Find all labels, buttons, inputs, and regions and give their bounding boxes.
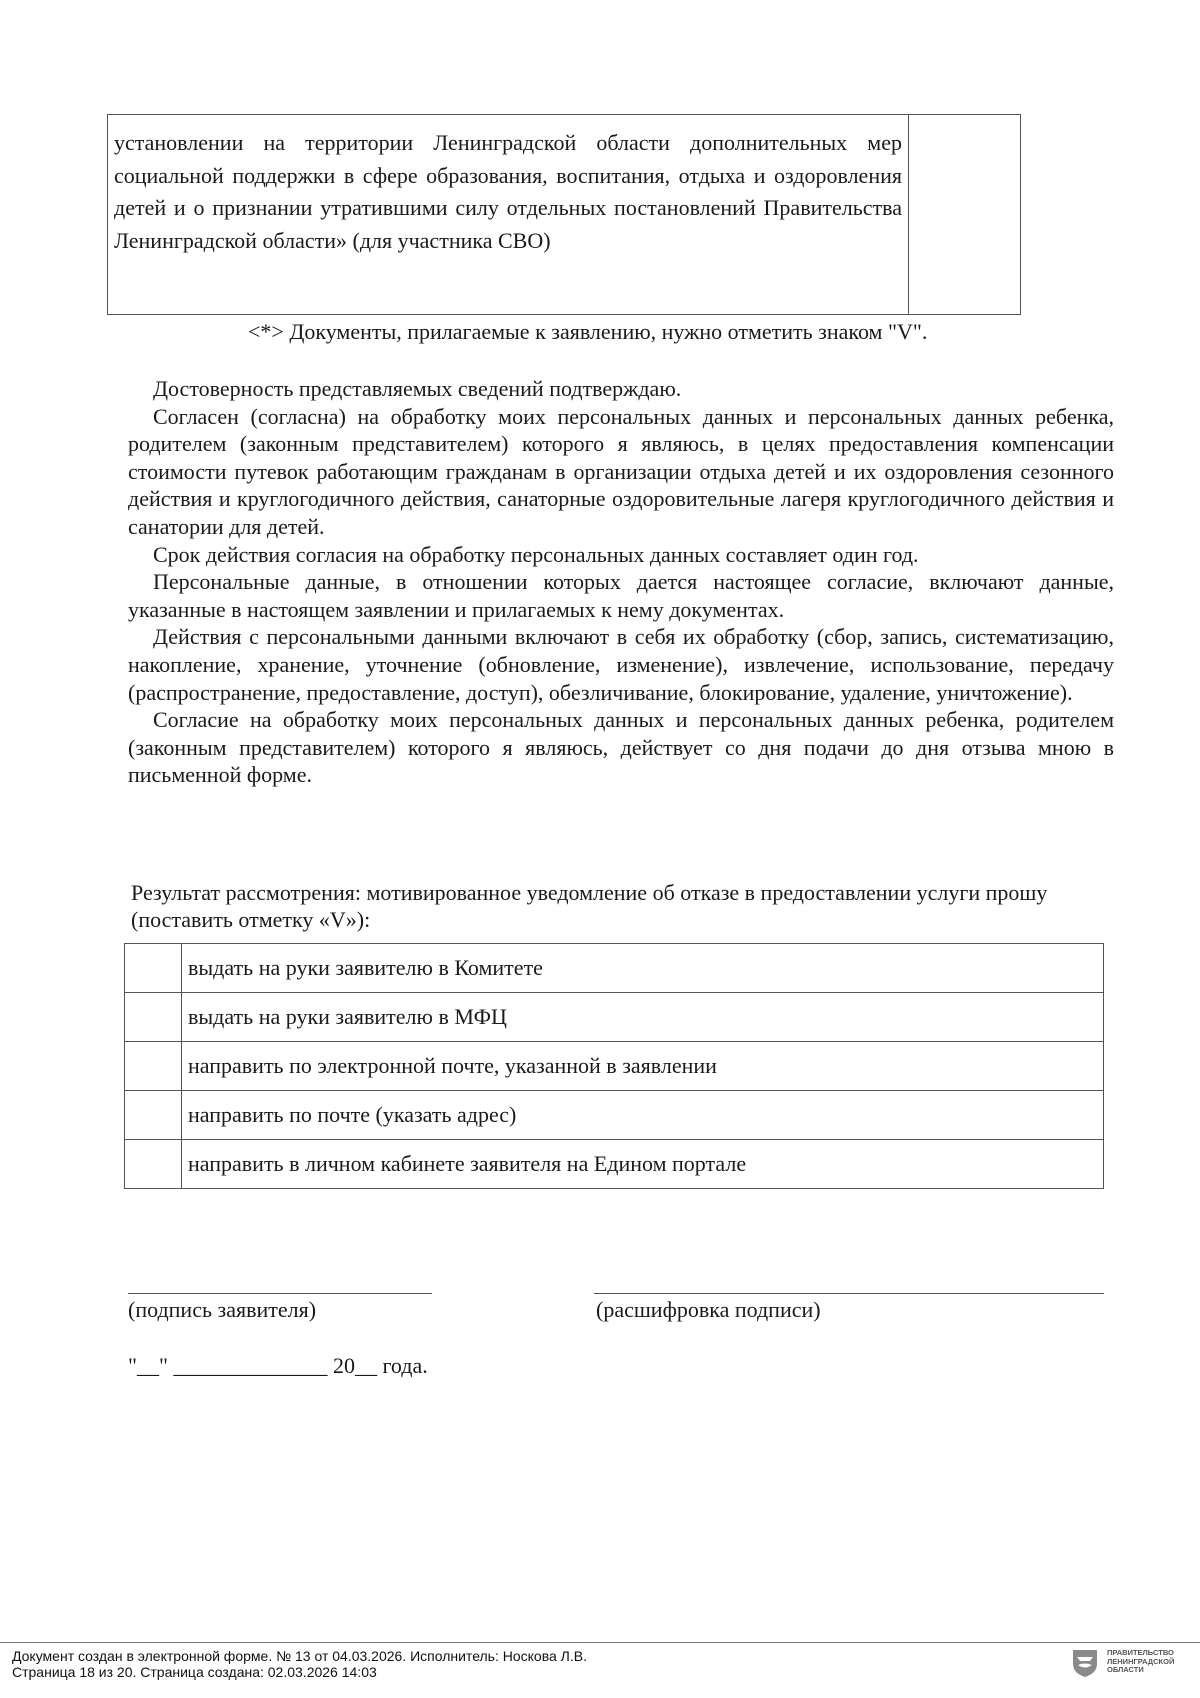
table-column-divider xyxy=(908,115,909,314)
signature-decode-line[interactable] xyxy=(594,1293,1104,1294)
delivery-options-table xyxy=(124,943,1104,1189)
table-row xyxy=(125,944,1104,993)
table-row xyxy=(125,1140,1104,1189)
paragraph: Достоверность представляемых сведений подтверждаю. xyxy=(153,376,682,401)
paragraph: Согласен (согласна) на обработку моих персональных данных и персональных данных ребенка, родителем (законным представителем) которого я являюсь, в целях предоставления компенсации стоимости путевок работающим гражданам в организации отдыха детей и их оздоровления сезонного действия и круглогодичного действия, санаторные оздоровительные лагеря круглогодичного действия и санатории для детей. xyxy=(128,403,1114,539)
option-label: выдать на руки заявителю в МФЦ xyxy=(182,993,1104,1042)
footer-page-info: Страница 18 из 20. Страница создана: 02.03.2026 14:03 xyxy=(12,1664,377,1680)
option-checkbox[interactable] xyxy=(125,1042,182,1091)
option-checkbox[interactable] xyxy=(125,1140,182,1189)
result-heading: Результат рассмотрения: мотивированное уведомление об отказе в предоставлении услуги прошу (поставить отметку «V»): xyxy=(131,880,1048,932)
applicant-signature-label: (подпись заявителя) xyxy=(128,1297,317,1322)
paragraph: Действия с персональными данными включают в себя их обработку (сбор, запись, систематизацию, накопление, хранение, уточнение (обновление, изменение), извлечение, использование, передачу (распространение, предоставление, доступ), обезличивание, блокирование, удаление, уничтожение). xyxy=(128,624,1114,705)
paragraph: Согласие на обработку моих персональных данных и персональных данных ребенка, родителем (законным представителем) которого я являюсь, действует со дня подачи до дня отзыва мною в письменной форме. xyxy=(128,707,1114,788)
date-line: "__" ______________ 20__ года. xyxy=(128,1353,428,1378)
government-emblem-icon xyxy=(1070,1648,1100,1678)
option-label: направить в личном кабинете заявителя на Едином портале xyxy=(182,1140,1104,1189)
documents-table-fragment xyxy=(107,114,1021,315)
option-label: направить по электронной почте, указанной в заявлении xyxy=(182,1042,1104,1091)
paragraph: Персональные данные, в отношении которых дается настоящее согласие, включают данные, указанные в настоящем заявлении и прилагаемых к нему документах. xyxy=(128,569,1114,622)
paragraph: Срок действия согласия на обработку персональных данных составляет один год. xyxy=(153,541,919,567)
option-label: выдать на руки заявителю в Комитете xyxy=(182,944,1104,993)
table-row xyxy=(125,1042,1104,1091)
table-row xyxy=(125,993,1104,1042)
government-logo-text: ПРАВИТЕЛЬСТВО ЛЕНИНГРАДСКОЙ ОБЛАСТИ xyxy=(1107,1648,1175,1674)
footnote: <*> Документы, прилагаемые к заявлению, нужно отметить знаком "V". xyxy=(248,319,928,344)
footer-divider xyxy=(0,1642,1200,1643)
signature-decode-label: (расшифровка подписи) xyxy=(596,1297,821,1322)
footer-info xyxy=(12,1648,587,1680)
footer-document-info: Документ создан в электронной форме. № 13 от 04.03.2026. Исполнитель: Носкова Л.В. xyxy=(12,1648,587,1664)
option-checkbox[interactable] xyxy=(125,993,182,1042)
table-row xyxy=(125,1091,1104,1140)
consent-paragraphs xyxy=(128,375,1114,789)
document-description-cell: установлении на территории Ленинградской области дополнительных мер социальной поддержки в сфере образования, воспитания, отдыха и оздоровления детей и о признании утратившими силу отдельных постановлений Правительства Ленинградской области» (для участника СВО) xyxy=(114,130,902,253)
applicant-signature-line[interactable] xyxy=(128,1293,432,1294)
option-checkbox[interactable] xyxy=(125,1091,182,1140)
option-label: направить по почте (указать адрес) xyxy=(182,1091,1104,1140)
option-checkbox[interactable] xyxy=(125,944,182,993)
